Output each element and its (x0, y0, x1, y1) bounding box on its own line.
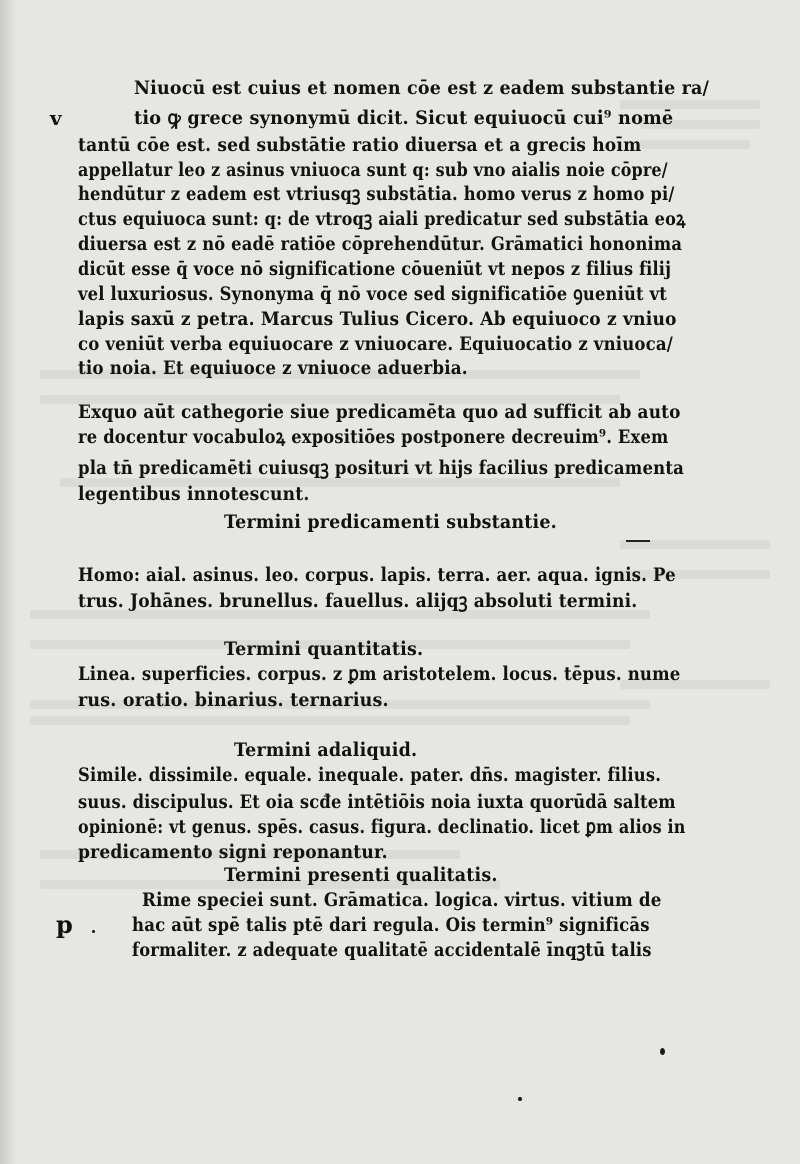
ink-speck (518, 1097, 522, 1101)
text-line: predicamento signi reponantur. (78, 841, 388, 863)
text-line: tio ꝙ grece synonymū dicit. Sicut equiuocū cui⁹ nomē (134, 107, 674, 129)
text-line: Exquo aūt cathegorie siue predicamēta quo ad sufficit ab auto (78, 401, 681, 423)
text-line: diuersa est z nō eadē ratiōe cōprehendūtur. Grāmatici hononima (78, 233, 683, 255)
text-line: appellatur leo z asinus vniuoca sunt q: sub vno aialis noie cōpre/ (78, 159, 668, 181)
marginal-rule (626, 540, 650, 542)
text-line: tantū cōe est. sed substātie ratio diuersa et a grecis hoīm (78, 134, 642, 156)
section-heading: Termini presenti qualitatis. (224, 864, 498, 886)
text-line: pla tn̄ predicamēti cuiusqꝫ posituri vt hijs facilius predicamenta (78, 457, 685, 479)
text-line: lapis saxū z petra. Marcus Tulius Cicero. Ab equiuoco z vniuo (78, 308, 677, 330)
ink-speck (92, 930, 95, 933)
text-line: hac aūt spē talis ptē dari regula. Ois termin⁹ significās (132, 914, 650, 936)
text-line: hendūtur z eadem est vtriusqꝫ substātia. homo verus z homo pi/ (78, 183, 675, 205)
text-line: trus. Johānes. brunellus. fauellus. alijqꝫ absoluti termini. (78, 590, 638, 612)
text-line: vel luxuriosus. Synonyma q̄ nō voce sed significatiōe ꝯueniūt vt (78, 283, 667, 305)
page-edge-shadow (0, 0, 16, 1164)
text-line: formaliter. z adequate qualitatē accidentalē īnqꝫtū talis (132, 939, 652, 961)
text-line: opinionē: vt genus. spēs. casus. figura. declinatio. licet ꝑm alios in (78, 816, 686, 838)
text-line: Rime speciei sunt. Grāmatica. logica. virtus. vitium de (142, 889, 662, 911)
text-line: Niuocū est cuius et nomen cōe est z eadem substantie ra/ (134, 77, 710, 99)
text-line: Simile. dissimile. equale. inequale. pater. dn̄s. magister. filius. (78, 764, 662, 786)
text-line: suus. discipulus. Et oia scđe intētiōis noia iuxta quorūdā saltem (78, 791, 676, 813)
ink-speck (660, 1048, 665, 1055)
text-line: dicūt esse q̄ voce nō significatione cōueniūt vt nepos z filius filij (78, 258, 672, 280)
text-line: rus. oratio. binarius. ternarius. (78, 689, 389, 711)
text-line: Homo: aial. asinus. leo. corpus. lapis. terra. aer. aqua. ignis. Pe (78, 564, 676, 586)
marginal-initial-p: p (56, 910, 73, 939)
section-heading: Termini adaliquid. (234, 739, 418, 761)
text-line: legentibus innotescunt. (78, 483, 310, 505)
text-line: ctus equiuoca sunt: q: de vtroqꝫ aiali predicatur sed substātia eoꝝ (78, 208, 686, 230)
text-line: Linea. superficies. corpus. z ꝑm aristotelem. locus. tēpus. nume (78, 663, 681, 685)
text-line: re docentur vocabuloꝝ expositiōes postponere decreuim⁹. Exem (78, 426, 669, 448)
section-heading: Termini quantitatis. (224, 638, 424, 660)
text-line: tio noia. Et equiuoce z vniuoce aduerbia. (78, 357, 468, 379)
text-line: co veniūt verba equiuocare z vniuocare. Equiuocatio z vniuoca/ (78, 333, 673, 355)
section-heading: Termini predicamenti substantie. (224, 511, 557, 533)
marginal-initial-v: v (50, 106, 62, 130)
